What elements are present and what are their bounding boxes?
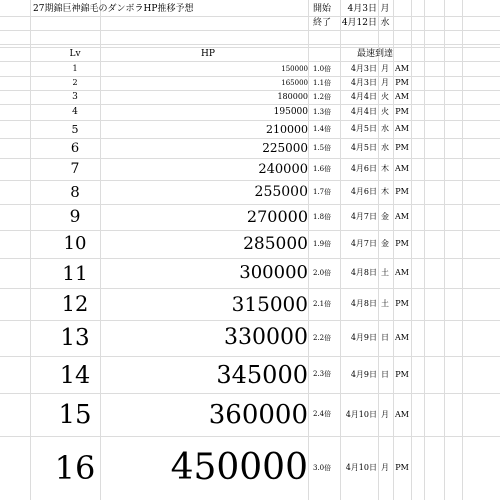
lv-cell[interactable]: 13	[60, 324, 90, 351]
weekday-cell[interactable]: 月	[381, 409, 389, 419]
multiplier-cell[interactable]: 1.9倍	[313, 239, 332, 248]
ampm-cell[interactable]: AM	[395, 92, 409, 101]
weekday-cell[interactable]: 日	[381, 369, 389, 379]
weekday-cell[interactable]: 水	[381, 124, 389, 133]
ampm-cell[interactable]: PM	[395, 463, 409, 472]
lv-cell[interactable]: 9	[69, 206, 81, 227]
weekday-cell[interactable]: 月	[381, 78, 389, 87]
grid-row-line	[0, 30, 500, 31]
date-cell[interactable]: 4月7日	[350, 239, 377, 248]
grid-col-line	[444, 0, 445, 500]
lv-cell[interactable]: 5	[71, 122, 79, 136]
weekday-cell[interactable]: 月	[381, 64, 389, 73]
end-date[interactable]: 4月12日	[341, 17, 377, 28]
header-lv[interactable]: Lv	[69, 48, 81, 59]
multiplier-cell[interactable]: 1.7倍	[313, 187, 332, 196]
hp-cell[interactable]: 255000	[254, 184, 308, 200]
ampm-cell[interactable]: AM	[395, 164, 409, 173]
date-cell[interactable]: 4月6日	[350, 164, 377, 173]
lv-cell[interactable]: 10	[63, 233, 87, 254]
date-cell[interactable]: 4月8日	[350, 268, 377, 277]
grid-col-line	[30, 0, 31, 500]
multiplier-cell[interactable]: 1.8倍	[313, 212, 332, 221]
date-cell[interactable]: 4月3日	[350, 78, 377, 87]
weekday-cell[interactable]: 火	[381, 107, 389, 116]
lv-cell[interactable]: 4	[72, 106, 78, 117]
multiplier-cell[interactable]: 2.0倍	[313, 268, 332, 277]
grid-row-line	[0, 16, 500, 17]
start-date[interactable]: 4月3日	[347, 3, 377, 14]
hp-cell[interactable]: 270000	[246, 207, 308, 226]
ampm-cell[interactable]: PM	[395, 239, 409, 248]
date-cell[interactable]: 4月9日	[350, 369, 377, 379]
weekday-cell[interactable]: 土	[381, 299, 389, 308]
header-hp[interactable]: HP	[201, 48, 215, 59]
ampm-cell[interactable]: PM	[395, 299, 409, 308]
hp-cell[interactable]: 240000	[258, 161, 308, 177]
lv-cell[interactable]: 16	[54, 449, 96, 487]
date-cell[interactable]: 4月3日	[350, 64, 377, 73]
date-cell[interactable]: 4月4日	[350, 92, 377, 101]
hp-cell[interactable]: 150000	[281, 64, 308, 73]
hp-cell[interactable]: 450000	[170, 447, 308, 488]
lv-cell[interactable]: 6	[70, 140, 80, 156]
hp-cell[interactable]: 315000	[231, 292, 308, 316]
header-fastest-arrival[interactable]: 最速到達	[356, 48, 393, 59]
hp-cell[interactable]: 345000	[216, 360, 308, 389]
weekday-cell[interactable]: 木	[381, 187, 389, 196]
hp-cell[interactable]: 300000	[239, 262, 308, 283]
ampm-cell[interactable]: AM	[395, 268, 409, 277]
ampm-cell[interactable]: PM	[395, 187, 409, 196]
multiplier-cell[interactable]: 1.5倍	[313, 143, 332, 152]
date-cell[interactable]: 4月10日	[345, 463, 377, 472]
weekday-cell[interactable]: 月	[381, 463, 389, 472]
grid-col-line	[308, 0, 309, 500]
grid-row-line	[0, 44, 500, 45]
date-cell[interactable]: 4月5日	[350, 124, 377, 133]
multiplier-cell[interactable]: 2.1倍	[313, 299, 332, 308]
lv-cell[interactable]: 14	[59, 360, 91, 389]
lv-cell[interactable]: 8	[70, 182, 80, 201]
weekday-cell[interactable]: 日	[381, 333, 389, 342]
lv-cell[interactable]: 2	[72, 78, 78, 87]
ampm-cell[interactable]: AM	[395, 409, 409, 419]
ampm-cell[interactable]: AM	[395, 64, 409, 73]
ampm-cell[interactable]: AM	[395, 124, 409, 133]
weekday-cell[interactable]: 金	[381, 212, 389, 221]
end-label[interactable]: 終了	[313, 17, 332, 28]
weekday-cell[interactable]: 金	[381, 239, 389, 248]
hp-cell[interactable]: 330000	[224, 325, 308, 350]
start-day[interactable]: 月	[380, 3, 390, 14]
lv-cell[interactable]: 1	[72, 64, 78, 73]
weekday-cell[interactable]: 土	[381, 268, 389, 277]
hp-cell[interactable]: 225000	[262, 141, 308, 155]
multiplier-cell[interactable]: 1.4倍	[313, 124, 332, 133]
multiplier-cell[interactable]: 2.3倍	[313, 370, 332, 378]
ampm-cell[interactable]: AM	[395, 212, 409, 221]
multiplier-cell[interactable]: 1.3倍	[313, 107, 332, 116]
ampm-cell[interactable]: PM	[395, 107, 409, 116]
date-cell[interactable]: 4月10日	[345, 409, 377, 419]
weekday-cell[interactable]: 木	[381, 164, 389, 173]
multiplier-cell[interactable]: 1.0倍	[313, 64, 332, 73]
end-day[interactable]: 水	[380, 17, 390, 28]
multiplier-cell[interactable]: 1.6倍	[313, 164, 332, 173]
date-cell[interactable]: 4月9日	[350, 333, 377, 342]
ampm-cell[interactable]: PM	[395, 143, 409, 152]
start-label[interactable]: 開始	[313, 3, 332, 14]
lv-cell[interactable]: 12	[61, 291, 89, 316]
ampm-cell[interactable]: PM	[395, 78, 409, 87]
hp-cell[interactable]: 210000	[266, 122, 308, 136]
ampm-cell[interactable]: PM	[395, 369, 409, 379]
hp-cell[interactable]: 180000	[277, 92, 308, 101]
lv-cell[interactable]: 15	[58, 399, 92, 430]
grid-col-line	[424, 0, 425, 500]
weekday-cell[interactable]: 水	[381, 143, 389, 152]
hp-cell[interactable]: 285000	[243, 233, 308, 254]
grid-col-line	[411, 0, 412, 500]
ampm-cell[interactable]: AM	[395, 333, 409, 342]
hp-cell[interactable]: 165000	[281, 78, 308, 87]
lv-cell[interactable]: 3	[72, 91, 78, 102]
multiplier-cell[interactable]: 2.4倍	[313, 410, 332, 418]
multiplier-cell[interactable]: 1.2倍	[313, 92, 332, 101]
date-cell[interactable]: 4月7日	[350, 212, 377, 221]
grid-col-line	[462, 0, 463, 500]
multiplier-cell[interactable]: 2.2倍	[313, 333, 332, 342]
date-cell[interactable]: 4月6日	[350, 187, 377, 196]
date-cell[interactable]: 4月4日	[350, 107, 377, 116]
date-cell[interactable]: 4月5日	[350, 143, 377, 152]
date-cell[interactable]: 4月8日	[350, 299, 377, 308]
multiplier-cell[interactable]: 3.0倍	[313, 463, 332, 472]
weekday-cell[interactable]: 火	[381, 92, 389, 101]
hp-cell[interactable]: 360000	[208, 399, 308, 430]
multiplier-cell[interactable]: 1.1倍	[313, 78, 332, 87]
lv-cell[interactable]: 7	[70, 161, 80, 177]
hp-cell[interactable]: 195000	[273, 106, 308, 117]
lv-cell[interactable]: 11	[62, 261, 88, 285]
sheet-title[interactable]: 27期錦巨神錦毛のダンボラHP推移予想	[33, 3, 194, 14]
